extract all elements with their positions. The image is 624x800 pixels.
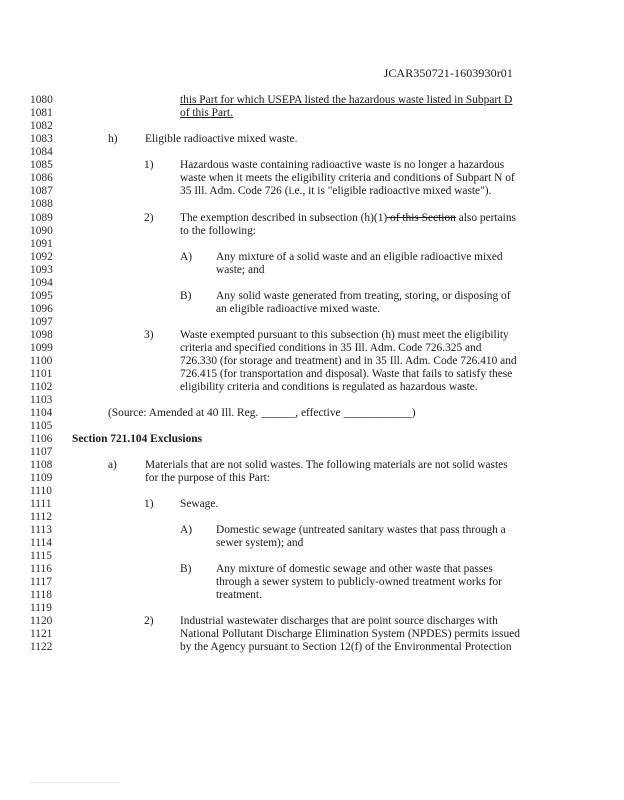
line-number: 1108 (30, 459, 53, 471)
line-1088 (0, 198, 624, 211)
line-text: Industrial wastewater discharges that are point source discharges with (180, 615, 498, 627)
line-1084 (0, 146, 624, 159)
item-label: B) (180, 290, 192, 302)
line-1082 (0, 120, 624, 133)
line-number: 1090 (30, 225, 53, 237)
line-number: 1115 (30, 550, 52, 562)
line-1113 (0, 524, 624, 537)
line-1108 (0, 459, 624, 472)
line-1087 (0, 185, 624, 198)
item-label: A) (180, 524, 193, 536)
line-1105 (0, 420, 624, 433)
line-number: 1085 (30, 159, 53, 171)
item-label: 2) (144, 615, 154, 627)
item-label: B) (180, 563, 192, 575)
line-number: 1110 (30, 485, 52, 497)
line-1089 (0, 212, 624, 225)
line-number: 1081 (30, 107, 53, 119)
line-text: Sewage. (180, 498, 219, 510)
line-number: 1087 (30, 185, 53, 197)
struck-text: of this Section (387, 212, 456, 224)
line-number: 1088 (30, 198, 53, 210)
line-number: 1080 (30, 94, 53, 106)
line-text: Hazardous waste containing radioactive waste is no longer a hazardous (180, 159, 505, 171)
line-text: 35 Ill. Adm. Code 726 (i.e., it is "eligible radioactive mixed waste"). (180, 185, 492, 197)
section-heading: Section 721.104 Exclusions (72, 433, 203, 445)
line-text: waste when it meets the eligibility criteria and conditions of Subpart N of (180, 172, 515, 184)
line-number: 1096 (30, 303, 53, 315)
line-1122 (0, 641, 624, 654)
line-number: 1121 (30, 628, 53, 640)
line-text: Eligible radioactive mixed waste. (145, 133, 298, 145)
document-id: JCAR350721-1603930r01 (383, 66, 513, 80)
line-1099 (0, 342, 624, 355)
line-number: 1119 (30, 602, 52, 614)
line-1111 (0, 498, 624, 511)
line-number: 1111 (30, 498, 52, 510)
line-1081 (0, 107, 624, 120)
line-number: 1113 (30, 524, 52, 536)
line-text: through a sewer system to publicly-owned treatment works for (216, 576, 502, 588)
item-label: A) (180, 251, 193, 263)
line-1098 (0, 329, 624, 342)
line-1118 (0, 589, 624, 602)
line-text: National Pollutant Discharge Elimination System (NPDES) permits issued (180, 628, 520, 640)
line-number: 1114 (30, 537, 52, 549)
line-number: 1107 (30, 446, 53, 458)
line-number: 1116 (30, 563, 52, 575)
line-1109 (0, 472, 624, 485)
footer-divider (30, 782, 120, 783)
line-1120 (0, 615, 624, 628)
line-number: 1093 (30, 264, 53, 276)
line-1112 (0, 511, 624, 524)
line-1097 (0, 316, 624, 329)
line-number: 1089 (30, 212, 53, 224)
line-number: 1109 (30, 472, 53, 484)
line-text: 726.415 (for transportation and disposal). Waste that fails to satisfy these (180, 368, 513, 380)
line-number: 1097 (30, 316, 53, 328)
line-number: 1083 (30, 133, 53, 145)
line-text (180, 212, 516, 225)
line-1093 (0, 264, 624, 277)
item-label: 3) (144, 329, 154, 341)
line-number: 1106 (30, 433, 53, 445)
line-number: 1092 (30, 251, 53, 263)
line-number: 1094 (30, 277, 53, 289)
line-text: Any mixture of a solid waste and an eligible radioactive mixed (216, 251, 503, 263)
line-text: treatment. (216, 589, 262, 601)
line-number: 1095 (30, 290, 53, 302)
line-number: 1102 (30, 381, 53, 393)
line-1110 (0, 485, 624, 498)
line-1094 (0, 277, 624, 290)
line-1102 (0, 381, 624, 394)
line-1095 (0, 290, 624, 303)
line-text: for the purpose of this Part: (145, 472, 270, 484)
line-1091 (0, 238, 624, 251)
line-1092 (0, 251, 624, 264)
line-number: 1105 (30, 420, 53, 432)
line-number: 1084 (30, 146, 53, 158)
line-1116 (0, 563, 624, 576)
line-text: criteria and specified conditions in 35 Ill. Adm. Code 726.325 and (180, 342, 482, 354)
line-number: 1099 (30, 342, 53, 354)
line-1086 (0, 172, 624, 185)
item-label: h) (108, 133, 118, 145)
item-label: 2) (144, 212, 154, 224)
source-note: (Source: Amended at 40 Ill. Reg. ______, effective ____________) (108, 407, 416, 419)
line-number: 1101 (30, 368, 53, 380)
line-1103 (0, 394, 624, 407)
line-text: 726.330 (for storage and treatment) and in 35 Ill. Adm. Code 726.410 and (180, 355, 517, 367)
line-number: 1120 (30, 615, 53, 627)
line-text: Domestic sewage (untreated sanitary wastes that pass through a (216, 524, 506, 536)
line-number: 1117 (30, 576, 52, 588)
line-number: 1100 (30, 355, 53, 367)
line-1107 (0, 446, 624, 459)
line-1104 (0, 407, 624, 420)
line-text: to the following: (180, 225, 256, 237)
line-1117 (0, 576, 624, 589)
line-1114 (0, 537, 624, 550)
line-text: waste; and (216, 264, 265, 276)
line-1085 (0, 159, 624, 172)
line-number: 1112 (30, 511, 52, 523)
line-text: of this Part. (180, 107, 233, 119)
line-text-part: The exemption described in subsection (h)(1) (180, 212, 388, 224)
line-1106 (0, 433, 624, 446)
line-text-part: also pertains (455, 212, 516, 224)
line-text: eligibility criteria and conditions is regulated as hazardous waste. (180, 381, 478, 393)
line-1115 (0, 550, 624, 563)
line-1083 (0, 133, 624, 146)
line-text: Materials that are not solid wastes. The following materials are not solid wastes (145, 459, 508, 471)
item-label: a) (108, 459, 117, 471)
line-text: an eligible radioactive mixed waste. (216, 303, 381, 315)
line-number: 1122 (30, 641, 53, 653)
item-label: 1) (144, 159, 154, 171)
line-number: 1082 (30, 120, 53, 132)
line-text: Any solid waste generated from treating, storing, or disposing of (216, 290, 511, 302)
line-text: sewer system); and (216, 537, 304, 549)
line-text: Any mixture of domestic sewage and other waste that passes (216, 563, 493, 575)
line-number: 1118 (30, 589, 52, 601)
line-1080 (0, 94, 624, 107)
line-1101 (0, 368, 624, 381)
line-text: Waste exempted pursuant to this subsection (h) must meet the eligibility (180, 329, 509, 341)
line-1090 (0, 225, 624, 238)
line-number: 1086 (30, 172, 53, 184)
line-1096 (0, 303, 624, 316)
line-text: by the Agency pursuant to Section 12(f) of the Environmental Protection (180, 641, 512, 653)
line-1100 (0, 355, 624, 368)
line-1121 (0, 628, 624, 641)
line-number: 1091 (30, 238, 53, 250)
line-1119 (0, 602, 624, 615)
line-number: 1103 (30, 394, 53, 406)
item-label: 1) (144, 498, 154, 510)
line-number: 1104 (30, 407, 53, 419)
line-number: 1098 (30, 329, 53, 341)
line-text: this Part for which USEPA listed the hazardous waste listed in Subpart D (180, 94, 513, 106)
